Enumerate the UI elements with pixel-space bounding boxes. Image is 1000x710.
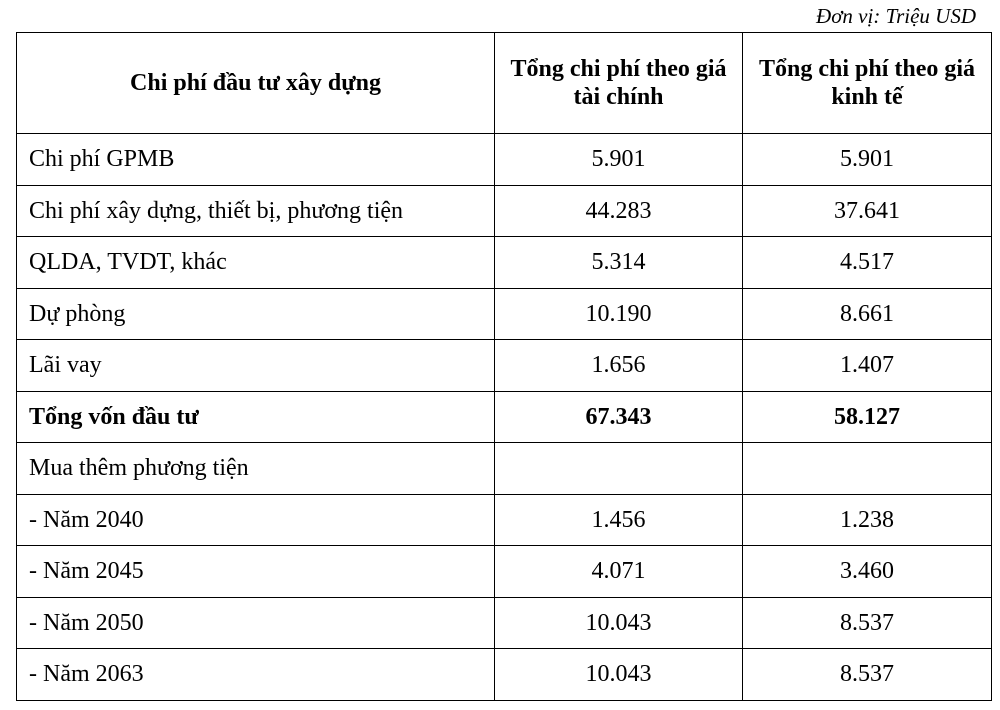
- economic-cost-cell: [743, 443, 992, 495]
- row-label-cell: Chi phí GPMB: [17, 134, 495, 186]
- investment-cost-table: [16, 32, 992, 701]
- economic-cost-cell: 1.407: [743, 340, 992, 392]
- row-label-cell: Dự phòng: [17, 288, 495, 340]
- header-financial-cost: Tổng chi phí theo giá tài chính: [495, 33, 743, 134]
- table-row: [17, 185, 992, 237]
- financial-cost-cell: 10.043: [495, 649, 743, 701]
- economic-cost-cell: 37.641: [743, 185, 992, 237]
- table-row: [17, 237, 992, 289]
- financial-cost-cell: 67.343: [495, 391, 743, 443]
- financial-cost-cell: 1.656: [495, 340, 743, 392]
- financial-cost-cell: 44.283: [495, 185, 743, 237]
- table-row: [17, 340, 992, 392]
- table-header-row: [17, 33, 992, 134]
- table-body: [17, 134, 992, 701]
- economic-cost-cell: 8.661: [743, 288, 992, 340]
- financial-cost-cell: 1.456: [495, 494, 743, 546]
- row-label-cell: Tổng vốn đầu tư: [17, 391, 495, 443]
- economic-cost-cell: 3.460: [743, 546, 992, 598]
- unit-note: Đơn vị: Triệu USD: [816, 4, 976, 28]
- table-row: [17, 546, 992, 598]
- economic-cost-cell: 8.537: [743, 597, 992, 649]
- row-label-cell: - Năm 2045: [17, 546, 495, 598]
- economic-cost-cell: 8.537: [743, 649, 992, 701]
- table-row: [17, 391, 992, 443]
- economic-cost-cell: 5.901: [743, 134, 992, 186]
- financial-cost-cell: 5.314: [495, 237, 743, 289]
- financial-cost-cell: 5.901: [495, 134, 743, 186]
- financial-cost-cell: 10.190: [495, 288, 743, 340]
- economic-cost-cell: 1.238: [743, 494, 992, 546]
- financial-cost-cell: 10.043: [495, 597, 743, 649]
- economic-cost-cell: 58.127: [743, 391, 992, 443]
- header-cost-item: Chi phí đầu tư xây dựng: [17, 33, 495, 134]
- row-label-cell: - Năm 2063: [17, 649, 495, 701]
- row-label-cell: Mua thêm phương tiện: [17, 443, 495, 495]
- economic-cost-cell: 4.517: [743, 237, 992, 289]
- row-label-cell: - Năm 2040: [17, 494, 495, 546]
- header-economic-cost: Tổng chi phí theo giá kinh tế: [743, 33, 992, 134]
- financial-cost-cell: 4.071: [495, 546, 743, 598]
- row-label-cell: - Năm 2050: [17, 597, 495, 649]
- financial-cost-cell: [495, 443, 743, 495]
- table-row: [17, 649, 992, 701]
- table-row: [17, 134, 992, 186]
- table-row: [17, 288, 992, 340]
- row-label-cell: Chi phí xây dựng, thiết bị, phương tiện: [17, 185, 495, 237]
- table-row: [17, 597, 992, 649]
- row-label-cell: Lãi vay: [17, 340, 495, 392]
- table-row: [17, 494, 992, 546]
- row-label-cell: QLDA, TVDT, khác: [17, 237, 495, 289]
- table-row: [17, 443, 992, 495]
